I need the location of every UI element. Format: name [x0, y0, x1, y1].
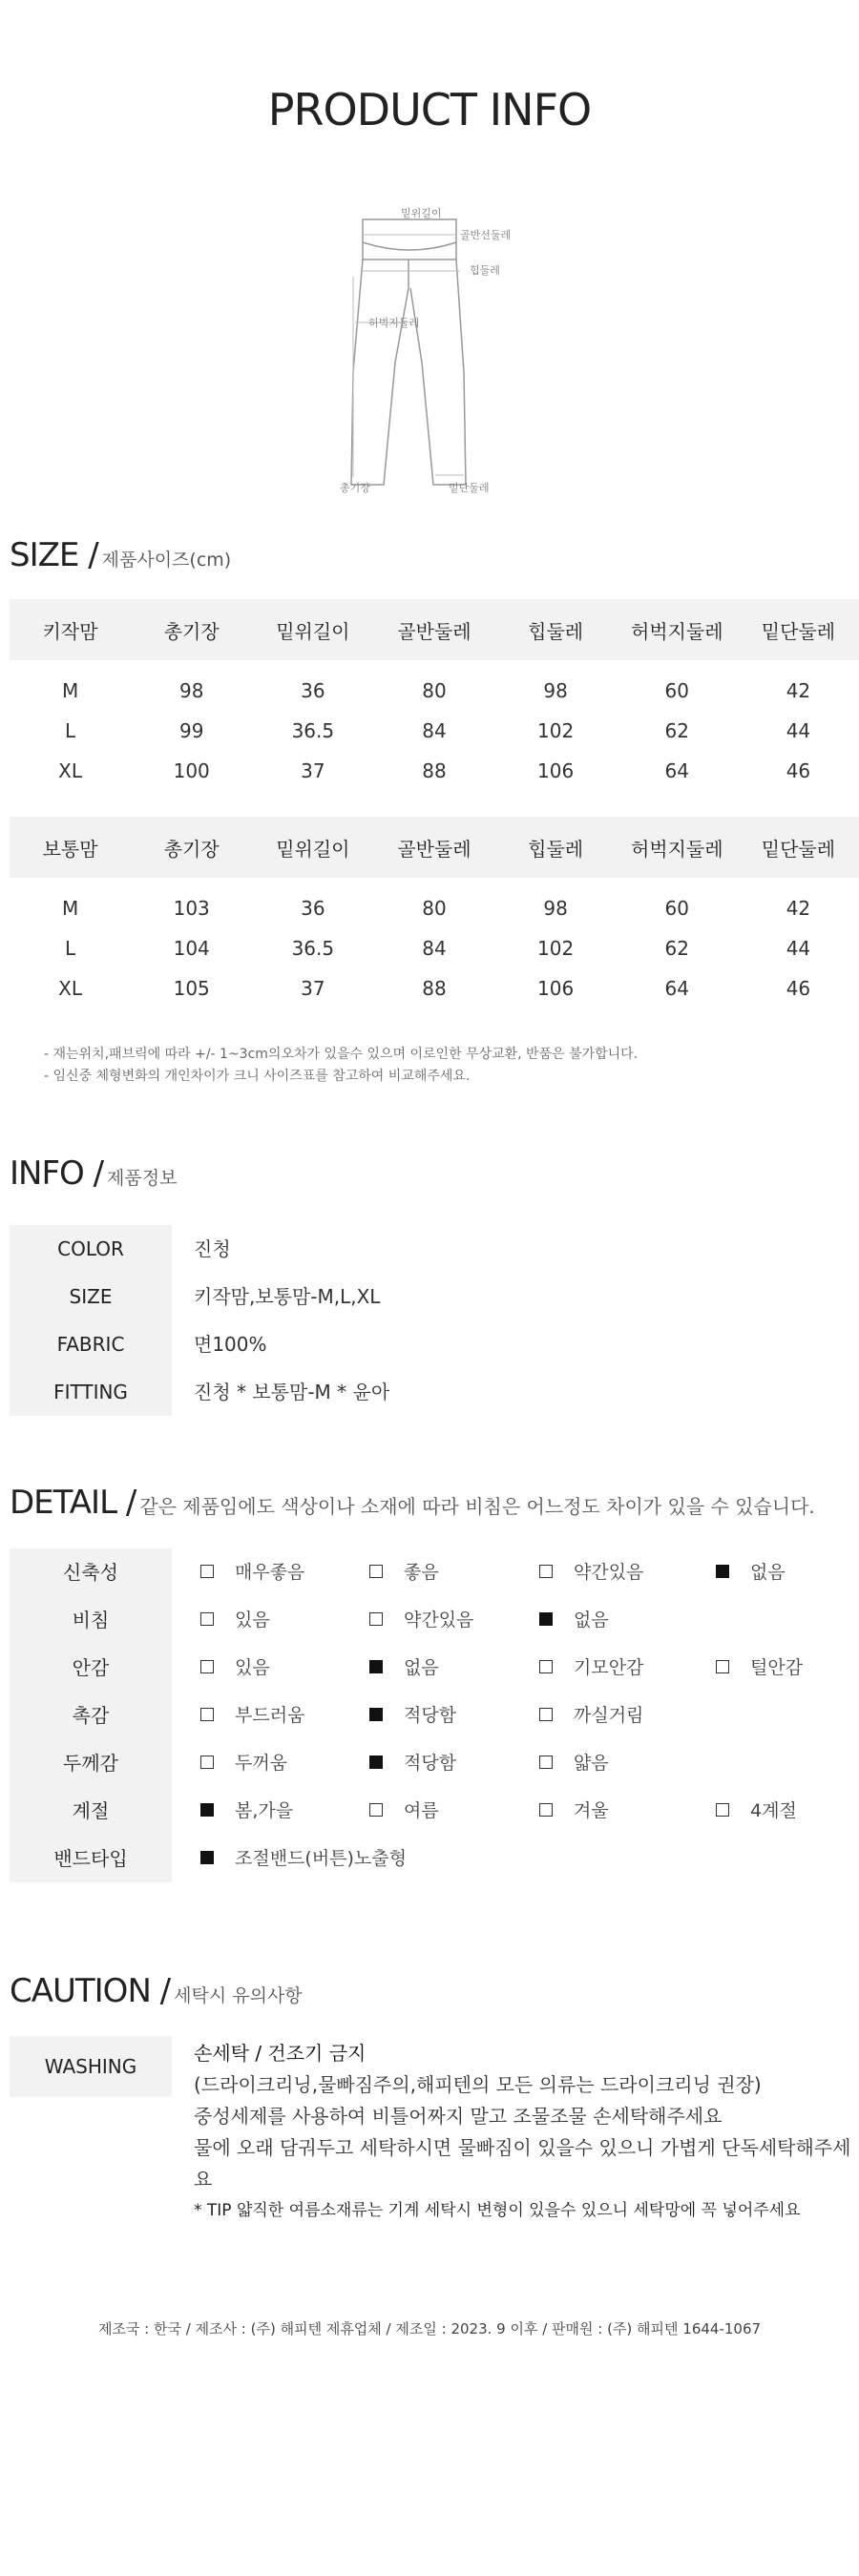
size-note: - 임신중 체형변화의 개인차이가 크니 사이즈표를 참고하여 비교해주세요. [44, 1069, 471, 1084]
detail-label: 비침 [72, 1609, 110, 1631]
info-row-fitting [10, 1368, 859, 1416]
detail-option-label: 약간있음 [404, 1610, 474, 1631]
detail-option-label: 4계절 [750, 1800, 797, 1821]
detail-option-label: 없음 [750, 1562, 786, 1583]
table-cell: 106 [537, 977, 575, 1000]
diagram-label-pelvis: 골반선둘레 [460, 229, 512, 241]
empty-box-icon [200, 1755, 214, 1769]
detail-option [716, 1548, 786, 1596]
checked-box-icon [539, 1612, 553, 1626]
checked-box-icon [200, 1851, 214, 1864]
washing-line: 중성세제를 사용하여 비틀어짜지 말고 조물조물 손세탁해주세요 [194, 2105, 723, 2128]
info-row-fabric [10, 1320, 859, 1368]
table-cell: 103 [173, 897, 210, 920]
detail-row [10, 1739, 859, 1787]
detail-label: 두께감 [63, 1752, 118, 1775]
detail-option [200, 1548, 304, 1596]
table-cell: 42 [786, 897, 811, 920]
size-table-header-cell: 보통맘 [10, 817, 131, 878]
detail-option [369, 1596, 473, 1644]
table-cell: L [64, 937, 76, 960]
detail-option [539, 1787, 609, 1835]
info-value: 진청 [194, 1237, 231, 1260]
table-cell: 36.5 [291, 937, 335, 960]
detail-option-label: 적당함 [404, 1753, 457, 1774]
detail-row [10, 1596, 859, 1644]
pants-measurement-diagram [296, 200, 534, 506]
diagram-label-thigh: 허벅지둘레 [368, 317, 420, 329]
table-cell: 88 [422, 977, 447, 1000]
table-cell: 36.5 [291, 719, 335, 742]
size-table-header-cell: 키작맘 [10, 599, 131, 660]
empty-box-icon [200, 1708, 214, 1721]
checked-box-icon [369, 1708, 383, 1721]
table-cell: 37 [301, 977, 325, 1000]
detail-option [200, 1692, 304, 1739]
table-cell: 46 [786, 759, 811, 782]
detail-option-label: 부드러움 [235, 1705, 305, 1726]
caution-section-heading [10, 1972, 303, 2010]
size-table-header-row [10, 817, 859, 878]
size-table-regular [10, 817, 859, 1008]
detail-option-label: 없음 [404, 1657, 439, 1678]
table-row [10, 751, 859, 791]
info-value: 키작맘,보통맘-M,L,XL [194, 1285, 381, 1308]
table-cell: 44 [786, 937, 811, 960]
detail-option-label: 기모안감 [574, 1657, 644, 1678]
washing-label: WASHING [10, 2036, 172, 2097]
washing-line: 물에 오래 담궈두고 세탁하시면 물빠짐이 있을수 있으니 가볍게 단독세탁해주세요 [194, 2136, 851, 2191]
detail-option [200, 1835, 407, 1882]
size-table-header-row [10, 599, 859, 660]
detail-option-label: 여름 [404, 1800, 439, 1821]
info-label: FABRIC [10, 1320, 172, 1368]
info-label: COLOR [10, 1225, 172, 1273]
detail-option-label: 있음 [235, 1657, 270, 1678]
table-cell: XL [58, 977, 82, 1000]
detail-option [539, 1548, 643, 1596]
detail-option [200, 1596, 270, 1644]
size-table-header-cell: 밑위길이 [252, 817, 373, 878]
empty-box-icon [716, 1660, 729, 1673]
size-table-header-cell: 밑위길이 [252, 599, 373, 660]
empty-box-icon [539, 1755, 553, 1769]
detail-label: 밴드타입 [53, 1847, 128, 1870]
table-cell: 102 [537, 719, 575, 742]
diagram-label-length: 총기장 [340, 482, 370, 494]
table-cell: 37 [301, 759, 325, 782]
washing-instructions [194, 2038, 859, 2227]
detail-option-label: 겨울 [574, 1800, 609, 1821]
table-cell: 60 [664, 679, 689, 702]
size-table-header-cell: 허벅지둘레 [617, 599, 738, 660]
detail-section-heading [10, 1484, 815, 1522]
detail-option [539, 1596, 609, 1644]
detail-option [200, 1644, 270, 1692]
table-cell: 104 [173, 937, 210, 960]
checked-box-icon [716, 1565, 729, 1578]
detail-option [539, 1644, 643, 1692]
table-row [10, 711, 859, 751]
detail-option-label: 있음 [235, 1610, 270, 1631]
detail-heading-text: DETAIL / [10, 1484, 136, 1522]
table-cell: 99 [178, 719, 204, 742]
detail-option-label: 없음 [574, 1610, 609, 1631]
detail-option-label: 두꺼움 [235, 1753, 288, 1774]
table-cell: 42 [786, 679, 811, 702]
size-notes [44, 1044, 638, 1088]
detail-option [716, 1644, 803, 1692]
table-cell: L [64, 719, 76, 742]
table-cell: 62 [664, 719, 689, 742]
table-cell: 98 [178, 679, 204, 702]
table-cell: 80 [422, 897, 447, 920]
empty-box-icon [369, 1612, 383, 1626]
detail-option [369, 1739, 456, 1787]
detail-row [10, 1644, 859, 1692]
checked-box-icon [369, 1660, 383, 1673]
empty-box-icon [200, 1660, 214, 1673]
empty-box-icon [539, 1708, 553, 1721]
detail-option-label: 좋음 [404, 1562, 439, 1583]
detail-option-label: 조절밴드(버튼)노출형 [235, 1848, 408, 1869]
table-cell: XL [58, 759, 82, 782]
table-cell: M [61, 679, 79, 702]
size-section-heading [10, 536, 231, 574]
empty-box-icon [369, 1565, 383, 1578]
detail-row [10, 1835, 859, 1882]
empty-box-icon [369, 1803, 383, 1817]
info-section-heading [10, 1154, 177, 1193]
detail-option [716, 1787, 797, 1835]
table-cell: 44 [786, 719, 811, 742]
empty-box-icon [539, 1565, 553, 1578]
checked-box-icon [200, 1803, 214, 1817]
table-cell: 36 [301, 897, 325, 920]
checked-box-icon [369, 1755, 383, 1769]
detail-option [539, 1739, 609, 1787]
info-value: 면100% [194, 1333, 267, 1356]
empty-box-icon [200, 1565, 214, 1578]
detail-option-label: 봄,가을 [235, 1800, 294, 1821]
detail-option-label: 약간있음 [574, 1562, 644, 1583]
table-cell: 88 [422, 759, 447, 782]
size-table-header-cell: 골반둘레 [373, 817, 494, 878]
table-cell: 98 [543, 897, 568, 920]
info-row-size [10, 1273, 859, 1320]
table-cell: 80 [422, 679, 447, 702]
size-table-header-cell: 허벅지둘레 [617, 817, 738, 878]
table-cell: 62 [664, 937, 689, 960]
table-cell: 46 [786, 977, 811, 1000]
size-table-header-cell: 총기장 [131, 599, 252, 660]
info-value: 진청 * 보통맘-M * 윤아 [194, 1381, 390, 1403]
table-row [10, 968, 859, 1008]
table-cell: 84 [422, 719, 447, 742]
detail-label: 촉감 [72, 1704, 110, 1727]
size-heading-sub: 제품사이즈(cm) [101, 550, 232, 571]
size-table-header-cell: 골반둘레 [373, 599, 494, 660]
detail-option [369, 1787, 439, 1835]
detail-option [369, 1692, 456, 1739]
size-table-short [10, 599, 859, 791]
empty-box-icon [539, 1803, 553, 1817]
table-cell: 102 [537, 937, 575, 960]
detail-label: 신축성 [63, 1561, 118, 1584]
size-table-header-cell: 밑단둘레 [738, 817, 859, 878]
detail-option [369, 1644, 439, 1692]
info-heading-sub: 제품정보 [107, 1168, 178, 1189]
table-cell: 100 [173, 759, 210, 782]
table-row [10, 928, 859, 968]
table-cell: 64 [664, 977, 689, 1000]
size-table-header-cell: 밑단둘레 [738, 599, 859, 660]
size-table-header-cell: 힙둘레 [495, 599, 617, 660]
size-table-header-cell: 총기장 [131, 817, 252, 878]
table-row [10, 660, 859, 711]
caution-heading-sub: 세탁시 유의사항 [174, 1985, 303, 2006]
detail-option-label: 까실거림 [574, 1705, 644, 1726]
detail-label: 안감 [72, 1656, 110, 1679]
washing-line: (드라이크리닝,물빠짐주의,해피텐의 모든 의류는 드라이크리닝 권장) [194, 2073, 762, 2096]
table-cell: 60 [664, 897, 689, 920]
table-cell: M [61, 897, 79, 920]
detail-label: 계절 [72, 1799, 110, 1822]
info-row-color [10, 1225, 859, 1273]
size-note: - 재는위치,패브릭에 따라 +/- 1~3cm의오차가 있을수 있으며 이로인한 무상교환, 반품은 불가합니다. [44, 1047, 639, 1062]
detail-option-label: 털안감 [750, 1657, 804, 1678]
size-table-header-cell: 힙둘레 [495, 817, 617, 878]
detail-row [10, 1692, 859, 1739]
page-title: PRODUCT INFO [267, 84, 592, 135]
washing-line: 손세탁 / 건조기 금지 [194, 2042, 367, 2065]
caution-heading-text: CAUTION / [10, 1972, 171, 2010]
table-cell: 106 [537, 759, 575, 782]
size-heading-text: SIZE / [10, 536, 98, 574]
detail-heading-sub: 같은 제품임에도 색상이나 소재에 따라 비침은 어느정도 차이가 있을 수 있습니다. [139, 1495, 815, 1518]
table-cell: 105 [173, 977, 210, 1000]
info-heading-text: INFO / [10, 1154, 104, 1193]
empty-box-icon [539, 1660, 553, 1673]
table-row [10, 878, 859, 928]
diagram-label-hem: 밑단둘레 [449, 482, 490, 494]
empty-box-icon [716, 1803, 729, 1817]
detail-option-label: 매우좋음 [235, 1562, 305, 1583]
detail-option [539, 1692, 643, 1739]
table-cell: 98 [543, 679, 568, 702]
detail-option [200, 1739, 287, 1787]
detail-option [369, 1548, 439, 1596]
info-label: SIZE [10, 1273, 172, 1320]
table-cell: 64 [664, 759, 689, 782]
detail-option [200, 1787, 293, 1835]
detail-row [10, 1787, 859, 1835]
empty-box-icon [200, 1612, 214, 1626]
info-label: FITTING [10, 1368, 172, 1416]
diagram-label-rise: 밑위길이 [401, 207, 442, 219]
diagram-label-hip: 힙둘레 [470, 264, 500, 277]
detail-row [10, 1548, 859, 1596]
washing-tip: * TIP 얇직한 여름소재류는 기계 세탁시 변형이 있을수 있으니 세탁망에 꼭 넣어주세요 [194, 2201, 801, 2220]
footer-manufacturer-info: 제조국 : 한국 / 제조사 : (주) 해피텐 제휴업체 / 제조일 : 2023. 9 이후 / 판매원 : (주) 해피텐 1644-1067 [97, 2320, 762, 2337]
detail-option-label: 얇음 [574, 1753, 609, 1774]
detail-option-label: 적당함 [404, 1705, 457, 1726]
table-cell: 36 [301, 679, 325, 702]
table-cell: 84 [422, 937, 447, 960]
